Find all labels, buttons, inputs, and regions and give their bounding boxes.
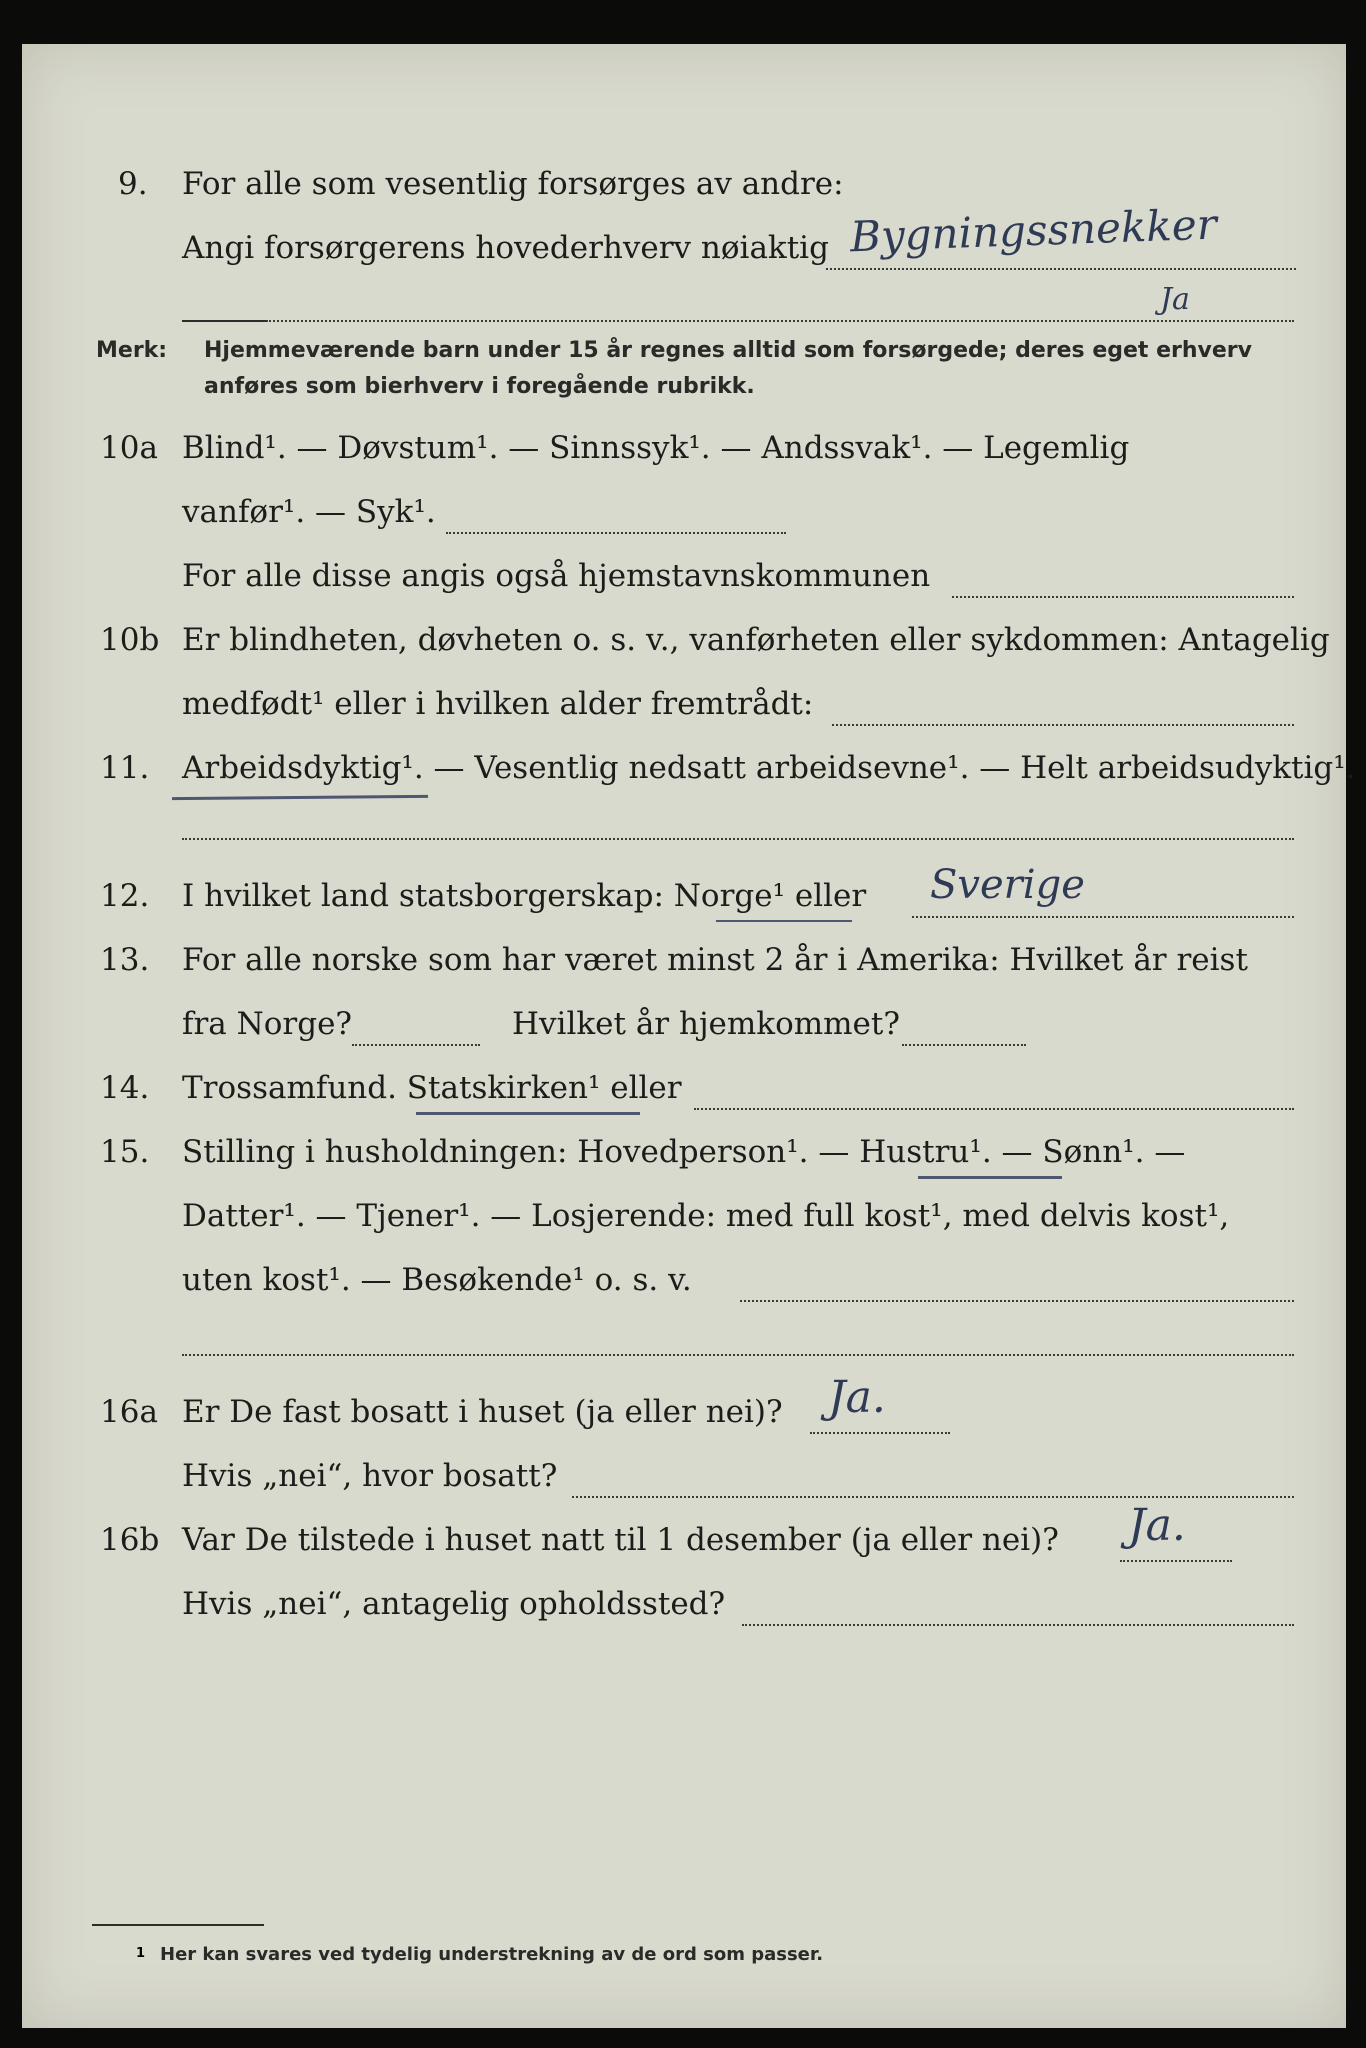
q12-question: I hvilket land statsborgerskap: Norge¹ eller <box>182 878 867 914</box>
q11-row-1 <box>0 750 1366 798</box>
q14-question: Trossamfund. Statskirken¹ eller <box>182 1070 682 1106</box>
q15-row-2 <box>0 1198 1366 1246</box>
merk-label: Merk: <box>96 338 168 363</box>
q16b-row-2 <box>0 1586 1366 1634</box>
q10a-answer-line-2 <box>952 594 1294 598</box>
q10a-question-3: For alle disse angis også hjemstavnskommunen <box>182 558 931 594</box>
q12-row-1 <box>0 878 1366 926</box>
q10a-row-1 <box>0 430 1366 478</box>
q16b-question-2: Hvis „nei“, antagelig opholdssted? <box>182 1586 726 1622</box>
q13-question-2b: Hvilket år hjemkommet? <box>512 1006 900 1042</box>
merk-text-1: Hjemmeværende barn under 15 år regnes alltid som forsørgede; deres eget erhverv <box>204 338 1252 363</box>
q15-number: 15. <box>100 1134 150 1170</box>
q10a-answer-line-1 <box>446 530 786 534</box>
q10b-question-1: Er blindheten, døvheten o. s. v., vanførheten eller sykdommen: Antagelig <box>182 622 1330 658</box>
q10b-number: 10b <box>100 622 160 658</box>
q14-underline-statskirken <box>416 1112 640 1115</box>
q13-answer-line-1 <box>352 1042 480 1046</box>
q10b-row-2 <box>0 686 1366 734</box>
q10a-question-2: vanfør¹. — Syk¹. <box>182 494 436 530</box>
q13-number: 13. <box>100 942 150 978</box>
q16b-number: 16b <box>100 1522 160 1558</box>
merk-text-2: anføres som bierhverv i foregående rubrikk. <box>204 374 755 399</box>
q10b-question-2: medfødt¹ eller i hvilken alder fremtrådt: <box>182 686 814 722</box>
q13-row-2 <box>0 1006 1366 1054</box>
q16a-question-1: Er De fast bosatt i huset (ja eller nei)? <box>182 1394 783 1430</box>
q16b-question-1: Var De tilstede i huset natt til 1 desember (ja eller nei)? <box>182 1522 1059 1558</box>
q9-answer-line <box>826 266 1296 270</box>
q16a-number: 16a <box>100 1394 158 1430</box>
q14-number: 14. <box>100 1070 150 1106</box>
q15-row-3 <box>0 1262 1366 1310</box>
q16a-row-1 <box>0 1394 1366 1442</box>
q14-answer-line <box>694 1106 1294 1110</box>
q16a-answer-line-2 <box>572 1494 1294 1498</box>
q9-answer-line-2 <box>266 318 1294 322</box>
q10b-row-1 <box>0 622 1366 670</box>
merk-row-2 <box>0 374 1366 410</box>
q14-row-1 <box>0 1070 1366 1118</box>
footnote-mark: 1 <box>136 1946 146 1961</box>
q11-question: Arbeidsdyktig¹. — Vesentlig nedsatt arbeidsevne¹. — Helt arbeidsudyktig¹. <box>182 750 1356 786</box>
q15-answer-line-1 <box>740 1298 1294 1302</box>
q9-number: 9. <box>118 166 148 202</box>
q12-number: 12. <box>100 878 150 914</box>
q15-question-3: uten kost¹. — Besøkende¹ o. s. v. <box>182 1262 692 1298</box>
q16b-answer-line-1 <box>1120 1558 1232 1562</box>
q15-underline-hustru <box>918 1176 1062 1179</box>
q10b-answer-line <box>832 722 1294 726</box>
footnote-rule <box>92 1924 264 1926</box>
q16b-handwritten-answer: Ja. <box>1128 1500 1186 1551</box>
q12-handwritten-answer: Sverige <box>930 862 1085 908</box>
q9-handwritten-answer: Bygningssnekker <box>849 199 1218 262</box>
q10a-row-2 <box>0 494 1366 542</box>
q15-question-2: Datter¹. — Tjener¹. — Losjerende: med full kost¹, med delvis kost¹, <box>182 1198 1230 1234</box>
q9-handwritten-answer-2: Ja <box>1160 282 1190 317</box>
q10a-row-3 <box>0 558 1366 606</box>
merk-row-1 <box>0 338 1366 374</box>
q10a-number: 10a <box>100 430 158 466</box>
q15-row-1 <box>0 1134 1366 1182</box>
footnote-text: Her kan svares ved tydelig understrekning av de ord som passer. <box>160 1944 824 1965</box>
q16b-answer-line-2 <box>742 1622 1294 1626</box>
q16a-question-2: Hvis „nei“, hvor bosatt? <box>182 1458 558 1494</box>
q12-strike-norge <box>716 920 852 922</box>
q11-answer-line <box>182 836 1294 840</box>
q10a-question-1: Blind¹. — Døvstum¹. — Sinnssyk¹. — Andssvak¹. — Legemlig <box>182 430 1130 466</box>
q13-question-2a: fra Norge? <box>182 1006 353 1042</box>
q9-question-2: Angi forsørgerens hovederhverv nøiaktig <box>182 230 829 266</box>
q16a-handwritten-answer: Ja. <box>828 1372 886 1423</box>
q9-rule-short <box>182 320 266 322</box>
q13-question-1: For alle norske som har været minst 2 år i Amerika: Hvilket år reist <box>182 942 1248 978</box>
q15-answer-line-2 <box>182 1352 1294 1356</box>
q13-answer-line-2 <box>902 1042 1026 1046</box>
q9-question: For alle som vesentlig forsørges av andre: <box>182 166 844 202</box>
q11-number: 11. <box>100 750 150 786</box>
q16a-answer-line-1 <box>810 1430 950 1434</box>
q16a-row-2 <box>0 1458 1366 1506</box>
q13-row-1 <box>0 942 1366 990</box>
q15-question-1: Stilling i husholdningen: Hovedperson¹. — Hustru¹. — Sønn¹. — <box>182 1134 1186 1170</box>
q12-answer-line <box>912 914 1294 918</box>
